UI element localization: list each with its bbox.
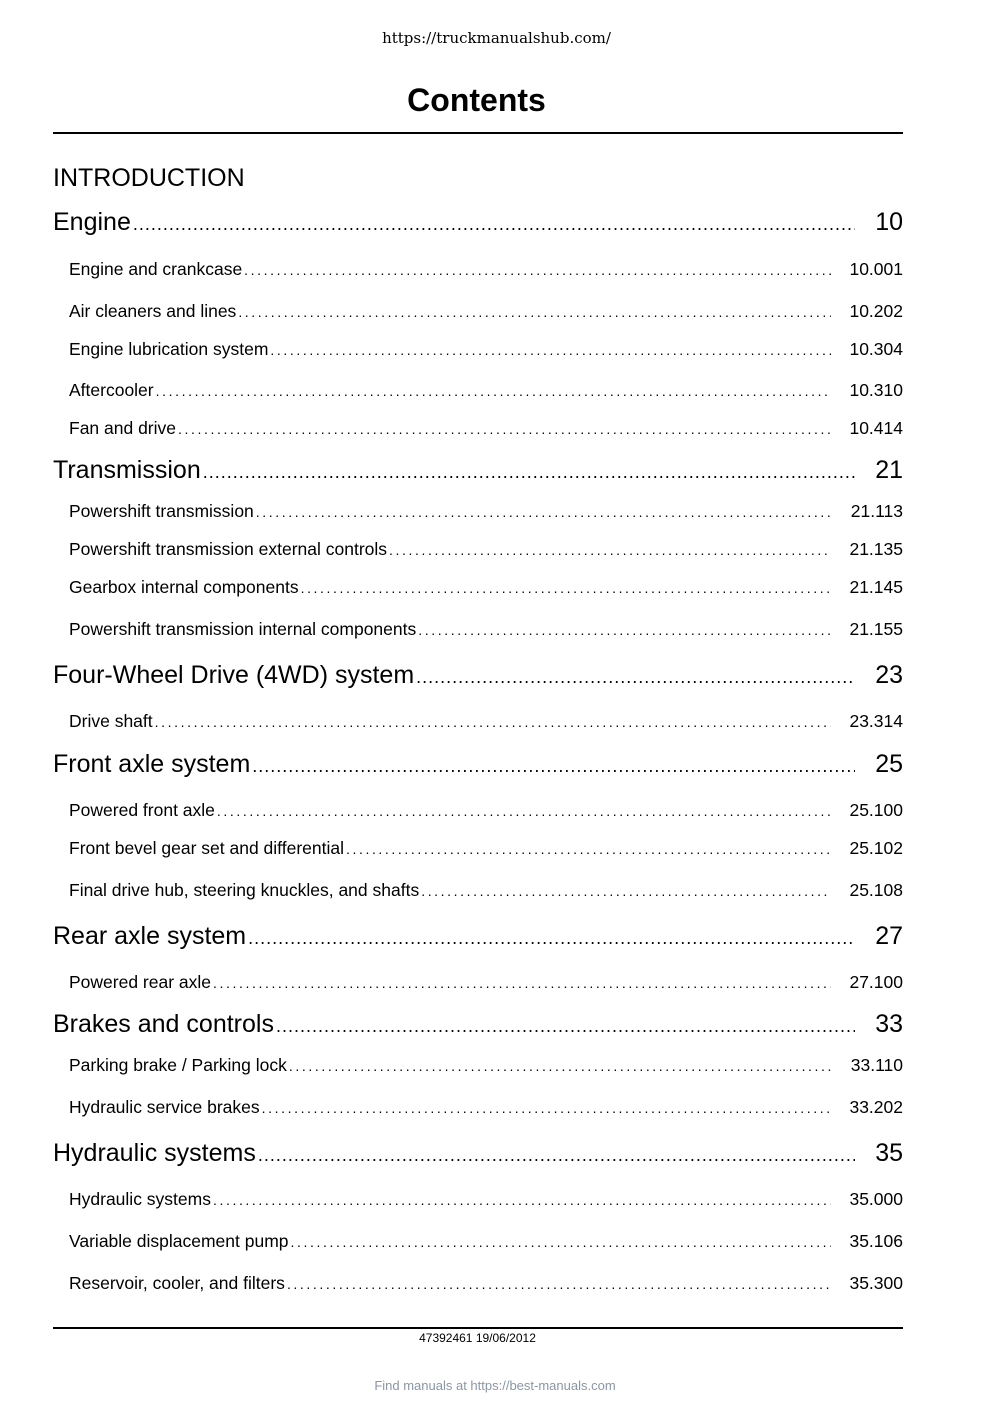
- toc-item-page: 23.314: [849, 711, 903, 731]
- leader-dots: [258, 1145, 855, 1166]
- toc-item-label: Variable displacement pump: [69, 1231, 289, 1251]
- leader-dots: [287, 1276, 831, 1292]
- toc-item[interactable]: [69, 972, 903, 993]
- toc-item-page: 10.310: [849, 380, 903, 400]
- leader-dots: [213, 975, 831, 991]
- toc-item[interactable]: [69, 380, 903, 401]
- toc-item[interactable]: [69, 301, 903, 322]
- leader-dots: [418, 622, 831, 638]
- toc-item-page: 10.414: [849, 418, 903, 438]
- toc-section-hydraulic[interactable]: [53, 1139, 903, 1168]
- toc-section-label: Hydraulic systems: [53, 1139, 256, 1167]
- toc-item-page: 35.106: [849, 1231, 903, 1251]
- toc-section-label: Four-Wheel Drive (4WD) system: [53, 661, 415, 689]
- toc-item-label: Final drive hub, steering knuckles, and shafts: [69, 880, 420, 900]
- leader-dots: [217, 803, 831, 819]
- toc-item[interactable]: [69, 1189, 903, 1210]
- toc-item-page: 27.100: [849, 972, 903, 992]
- toc-item[interactable]: [69, 539, 903, 560]
- toc-item[interactable]: [69, 259, 903, 280]
- leader-dots: [155, 714, 831, 730]
- toc-section-label: Transmission: [53, 456, 201, 484]
- toc-item-page: 21.113: [850, 501, 903, 521]
- leader-dots: [346, 841, 831, 857]
- toc-item[interactable]: [69, 1273, 903, 1294]
- toc-section-4wd[interactable]: [53, 661, 903, 690]
- toc-item-label: Powered front axle: [69, 800, 215, 820]
- page-title: Contents: [407, 82, 546, 118]
- toc-item-label: Parking brake / Parking lock: [69, 1055, 287, 1075]
- toc-section-page: 10: [875, 208, 903, 236]
- leader-dots: [389, 542, 831, 558]
- leader-dots: [270, 342, 831, 358]
- toc-item-page: 21.135: [849, 539, 903, 559]
- leader-dots: [244, 262, 831, 278]
- toc-item-page: 10.304: [849, 339, 903, 359]
- toc-item-page: 25.102: [849, 838, 903, 858]
- leader-dots: [289, 1058, 831, 1074]
- leader-dots: [421, 883, 831, 899]
- toc-item[interactable]: [69, 1055, 903, 1076]
- toc-item-page: 33.110: [850, 1055, 903, 1075]
- toc-item-label: Air cleaners and lines: [69, 301, 237, 321]
- toc-item-page: 25.108: [849, 880, 903, 900]
- toc-item[interactable]: [69, 800, 903, 821]
- leader-dots: [262, 1100, 831, 1116]
- toc-section-page: 33: [875, 1010, 903, 1038]
- toc-section-brakes[interactable]: [53, 1010, 903, 1039]
- toc-item-label: Gearbox internal components: [69, 577, 299, 597]
- leader-dots: [133, 214, 855, 235]
- toc-item-label: Fan and drive: [69, 418, 177, 438]
- toc-item-label: Aftercooler: [69, 380, 154, 400]
- leader-dots: [248, 928, 855, 949]
- leader-dots: [416, 667, 855, 688]
- leader-dots: [203, 462, 855, 483]
- toc-item-label: Engine lubrication system: [69, 339, 269, 359]
- toc-section-engine[interactable]: [53, 208, 903, 237]
- toc-item[interactable]: [69, 577, 903, 598]
- toc-item-page: 33.202: [849, 1097, 903, 1117]
- intro-heading: INTRODUCTION: [53, 164, 245, 192]
- leader-dots: [256, 504, 831, 520]
- leader-dots: [156, 383, 831, 399]
- leader-dots: [252, 756, 855, 777]
- footer-link[interactable]: Find manuals at https://best-manuals.com: [374, 1378, 616, 1393]
- toc-item-label: Reservoir, cooler, and filters: [69, 1273, 285, 1293]
- toc-section-transmission[interactable]: [53, 456, 903, 485]
- toc-section-page: 21: [875, 456, 903, 484]
- toc-item[interactable]: [69, 880, 903, 901]
- toc-section-rear-axle[interactable]: [53, 922, 903, 951]
- title-divider: [53, 132, 903, 134]
- toc-item-label: Powered rear axle: [69, 972, 212, 992]
- leader-dots: [276, 1016, 855, 1037]
- toc-item[interactable]: [69, 1231, 903, 1252]
- toc-item[interactable]: [69, 711, 903, 732]
- toc-item-label: Powershift transmission external controls: [69, 539, 388, 559]
- toc-item-label: Hydraulic service brakes: [69, 1097, 260, 1117]
- document-id: 47392461 19/06/2012: [419, 1331, 536, 1345]
- toc-item-page: 35.300: [849, 1273, 903, 1293]
- leader-dots: [291, 1234, 831, 1250]
- toc-item-page: 21.145: [849, 577, 903, 597]
- leader-dots: [213, 1192, 831, 1208]
- toc-item-label: Front bevel gear set and differential: [69, 838, 344, 858]
- toc-section-label: Front axle system: [53, 750, 251, 778]
- toc-item-page: 21.155: [849, 619, 903, 639]
- toc-section-page: 23: [875, 661, 903, 689]
- toc-section-label: Brakes and controls: [53, 1010, 274, 1038]
- toc-section-label: Engine: [53, 208, 131, 236]
- toc-section-front-axle[interactable]: [53, 750, 903, 779]
- toc-item-page: 25.100: [849, 800, 903, 820]
- toc-item-page: 10.001: [849, 259, 903, 279]
- toc-item[interactable]: [69, 1097, 903, 1118]
- footer-divider: [53, 1327, 903, 1329]
- header-url[interactable]: https://truckmanualshub.com/: [382, 29, 611, 47]
- toc-item-label: Powershift transmission: [69, 501, 254, 521]
- toc-section-page: 27: [875, 922, 903, 950]
- toc-item[interactable]: [69, 838, 903, 859]
- toc-item-label: Hydraulic systems: [69, 1189, 211, 1209]
- toc-item-label: Engine and crankcase: [69, 259, 243, 279]
- toc-item[interactable]: [69, 418, 903, 439]
- toc-item-label: Powershift transmission internal components: [69, 619, 417, 639]
- leader-dots: [178, 421, 831, 437]
- leader-dots: [301, 580, 831, 596]
- toc-section-page: 25: [875, 750, 903, 778]
- toc-item-page: 35.000: [849, 1189, 903, 1209]
- toc-section-page: 35: [875, 1139, 903, 1167]
- toc-item[interactable]: [69, 619, 903, 640]
- toc-item-page: 10.202: [849, 301, 903, 321]
- leader-dots: [238, 304, 831, 320]
- toc-item[interactable]: [69, 339, 903, 360]
- toc-section-label: Rear axle system: [53, 922, 247, 950]
- toc-item-label: Drive shaft: [69, 711, 153, 731]
- toc-item[interactable]: [69, 501, 903, 522]
